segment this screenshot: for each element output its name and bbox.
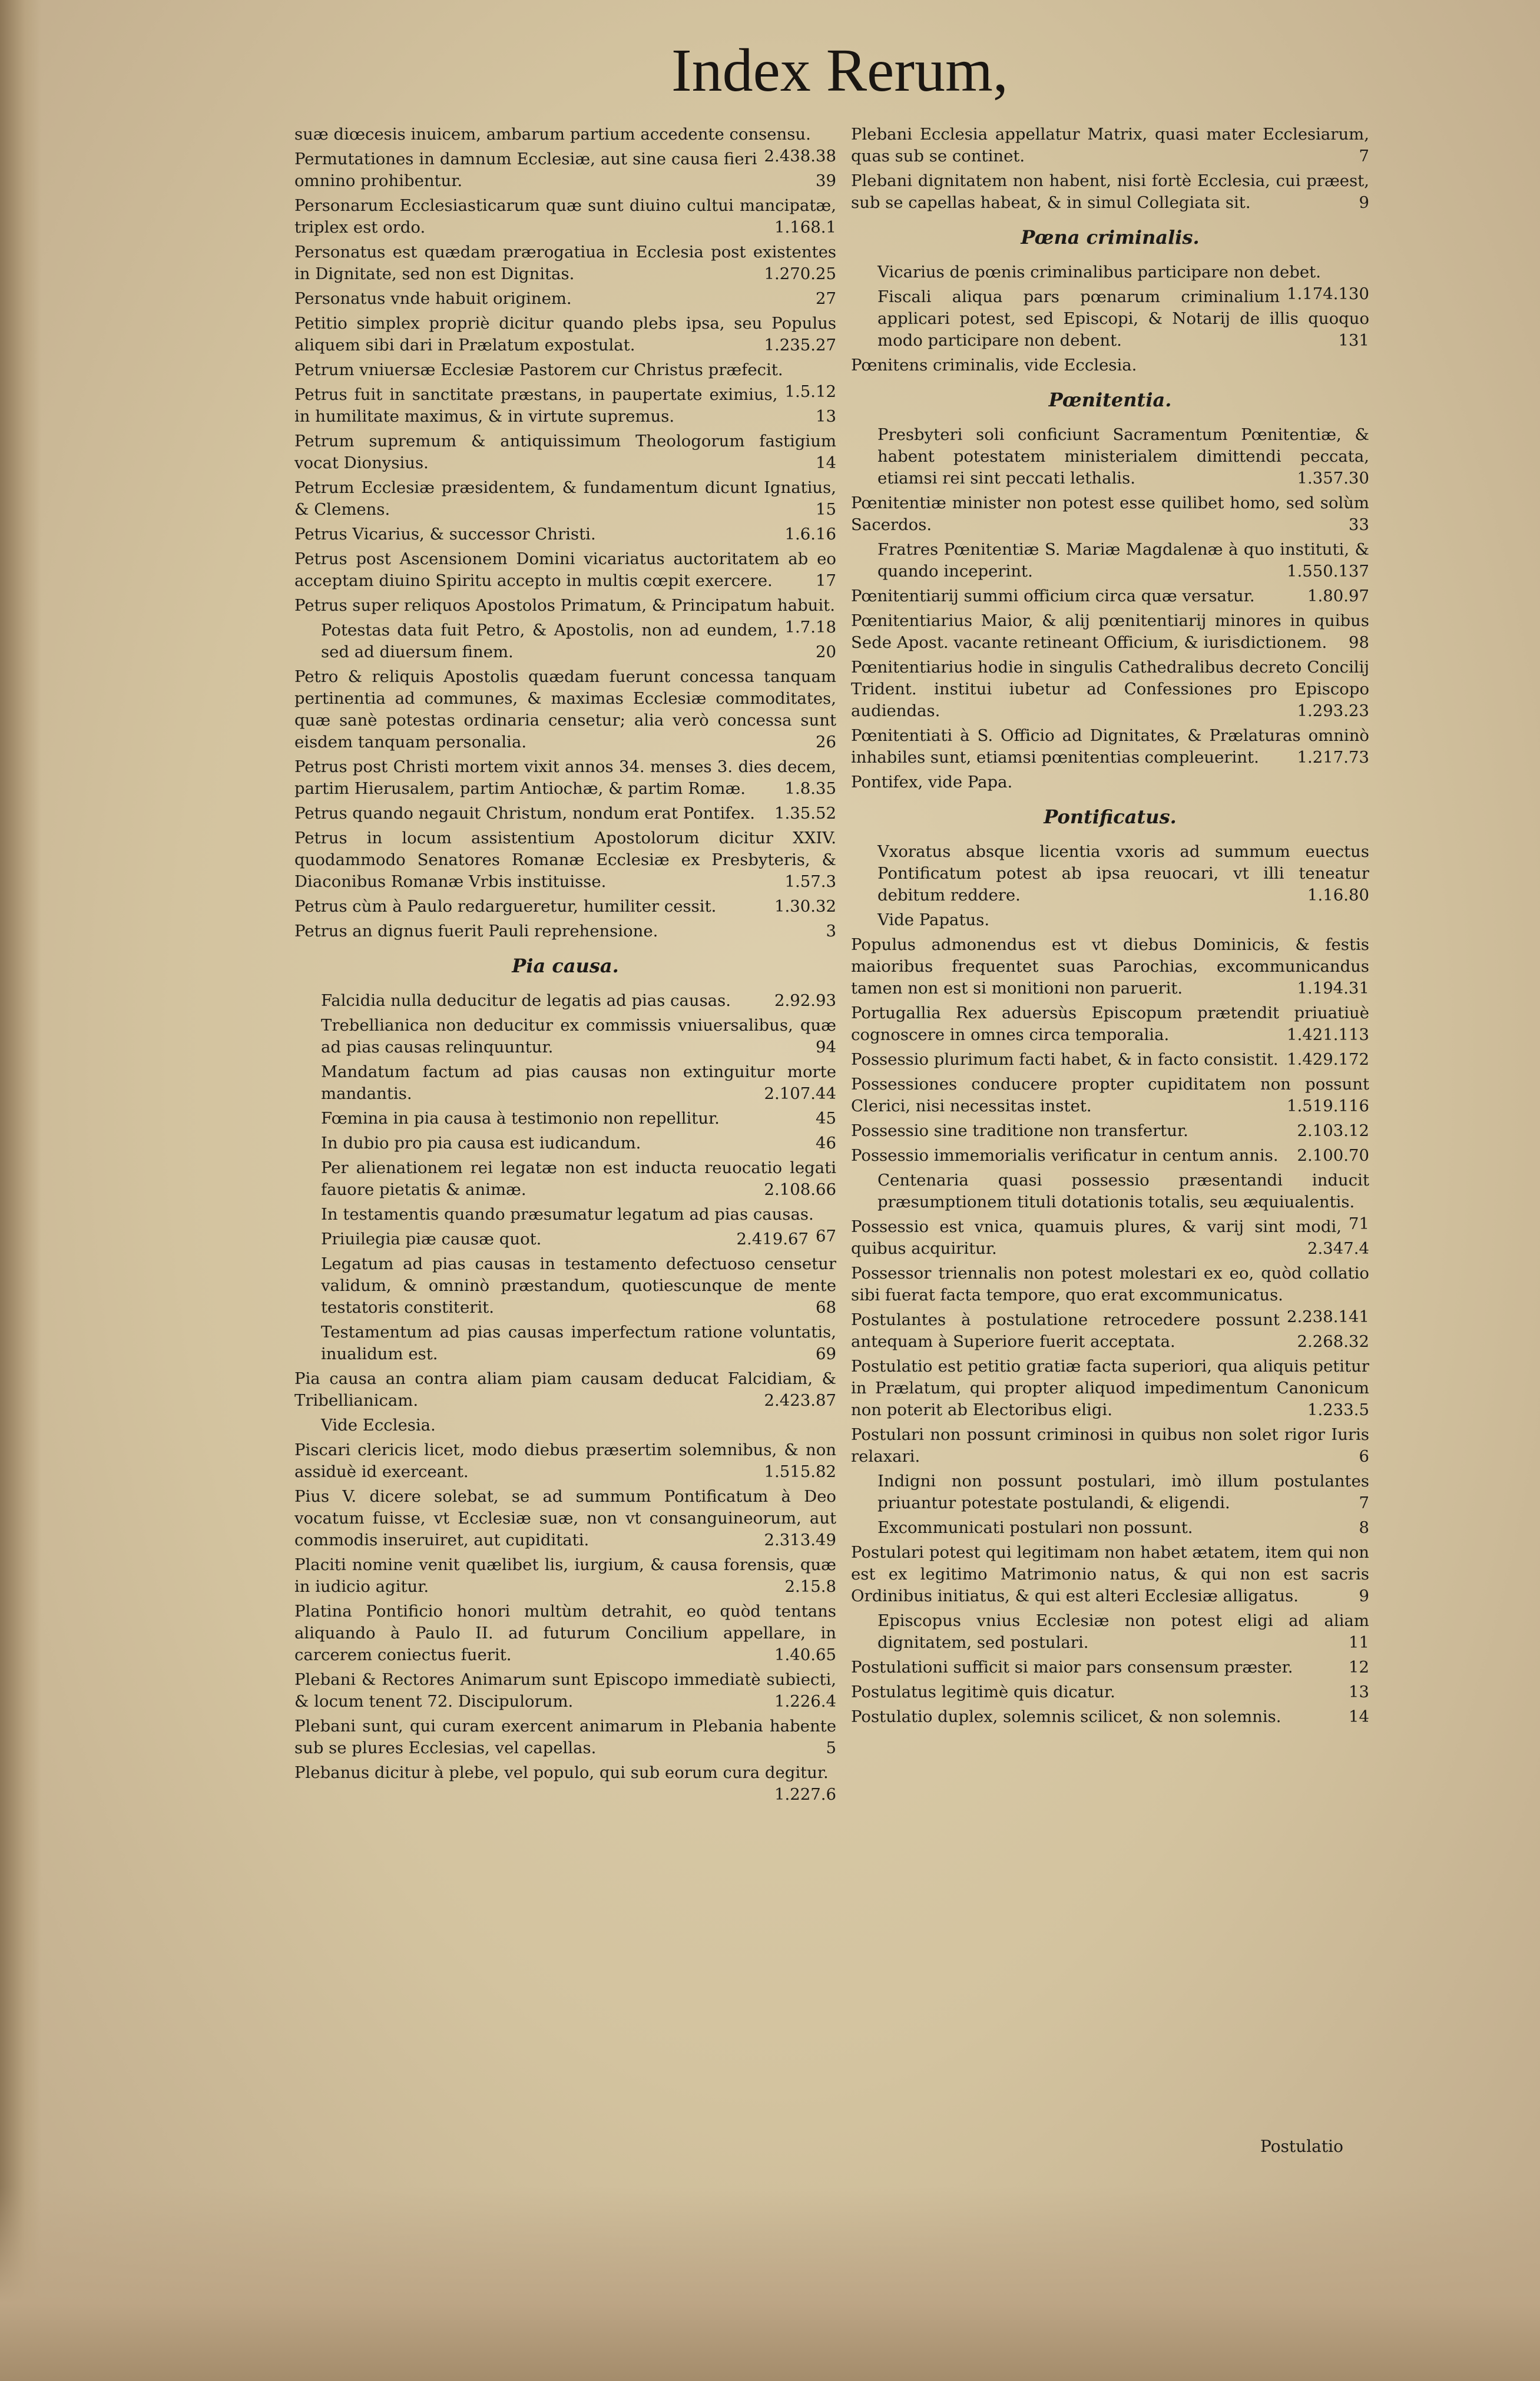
entry-reference: 5 — [826, 1738, 836, 1757]
index-entry — [294, 148, 836, 192]
index-entry — [851, 1471, 1369, 1514]
entry-reference: 27 — [816, 289, 836, 308]
entry-text: Personatus vnde habuit originem. — [294, 289, 572, 308]
entry-text: Centenaria quasi possessio præsentandi inducit præsumptionem tituli dotationis totalis, seu æquiualentis. — [877, 1171, 1369, 1211]
index-entry — [294, 1108, 836, 1130]
entry-text: Plebani Ecclesia appellatur Matrix, quasi mater Ecclesiarum, quas sub se continet. — [851, 125, 1369, 165]
index-entry — [851, 1263, 1369, 1326]
entry-text: Petrus post Ascensionem Domini vicariatus auctoritatem ab eo acceptam diuino Spiritu accepto in multis cœpit exercere. — [294, 549, 836, 590]
entry-reference: 1.168.1 — [774, 218, 836, 237]
entry-reference: 1.35.52 — [774, 804, 836, 823]
entry-reference: 2.419.67 — [736, 1230, 809, 1249]
index-entry — [851, 725, 1369, 769]
entry-text: Plebani & Rectores Animarum sunt Episcopo immediatè subiecti, & locum tenent 72. Discipulorum. — [294, 1670, 836, 1711]
index-entry — [851, 124, 1369, 167]
entry-reference: 2.103.12 — [1297, 1121, 1369, 1140]
index-entry — [294, 827, 836, 893]
index-entry — [294, 1132, 836, 1154]
index-entry — [851, 934, 1369, 999]
entry-reference: 2.423.87 — [764, 1391, 836, 1410]
index-entry — [851, 1657, 1369, 1678]
entry-text: Fœmina in pia causa à testimonio non repellitur. — [321, 1109, 720, 1128]
index-entry — [294, 241, 836, 285]
entry-reference: 1.226.4 — [774, 1692, 836, 1711]
entry-text: Petrus super reliquos Apostolos Primatum, & Principatum habuit. — [294, 596, 835, 615]
index-entry — [851, 1120, 1369, 1142]
entry-reference: 7 — [1359, 1493, 1369, 1512]
index-entry — [851, 261, 1369, 303]
entry-reference: 11 — [1349, 1633, 1369, 1652]
index-entry — [294, 666, 836, 753]
entry-reference: 15 — [816, 500, 836, 519]
index-entry — [851, 1074, 1369, 1117]
index-entry — [851, 909, 1369, 931]
entry-reference: 1.233.5 — [1307, 1400, 1369, 1419]
index-entry — [851, 170, 1369, 214]
entry-text: Legatum ad pias causas in testamento defectuoso censetur validum, & omninò præstandum, quotiescunque de mente testatoris constiterit. — [321, 1254, 836, 1317]
index-entry — [851, 1681, 1369, 1703]
entry-text: Petrus Vicarius, & successor Christi. — [294, 525, 596, 544]
entry-reference: 12 — [1349, 1658, 1369, 1677]
entry-text: Postulari potest qui legitimam non habet ætatem, item qui non est ex legitimo Matrimonio natus, & qui non est sacris Ordinibus initiatus, & qui est alteri Ecclesiæ alligatus. — [851, 1543, 1369, 1605]
index-entry — [294, 803, 836, 824]
entry-reference: 67 — [816, 1227, 836, 1246]
entry-reference: 1.30.32 — [774, 897, 836, 916]
entry-text: Pœnitentiæ minister non potest esse quilibet homo, sed solùm Sacerdos. — [851, 494, 1369, 534]
entry-text: Fiscali aliqua pars pœnarum criminalium applicari potest, sed Episcopi, & Notarij de illis quoquo modo participare non debent. — [877, 287, 1369, 350]
entry-text: In testamentis quando præsumatur legatum ad pias causas. — [321, 1205, 814, 1224]
index-entry — [851, 492, 1369, 536]
entry-reference: 1.16.80 — [1307, 886, 1369, 905]
entry-reference: 2.108.66 — [764, 1180, 836, 1199]
entry-reference: 26 — [816, 733, 836, 751]
index-entry — [294, 1601, 836, 1666]
entry-reference: 1.357.30 — [1297, 469, 1369, 488]
entry-reference: 14 — [816, 453, 836, 472]
entry-text: Postulatus legitimè quis dicatur. — [851, 1683, 1115, 1701]
index-entry — [294, 1061, 836, 1105]
entry-reference: 13 — [1349, 1683, 1369, 1701]
entry-text: Pius V. dicere solebat, se ad summum Pontificatum à Deo vocatum fuisse, vt Ecclesiæ suæ, non vt consanguineorum, aut commodis inseruiret, aut cupiditati. — [294, 1487, 836, 1549]
entry-text: Testamentum ad pias causas imperfectum ratione voluntatis, inualidum est. — [321, 1323, 836, 1363]
entry-text: Petrum supremum & antiquissimum Theologorum fastigium vocat Dionysius. — [294, 432, 836, 472]
entry-reference: 1.194.31 — [1297, 979, 1369, 998]
entry-text: Possessor triennalis non potest molestari ex eo, quòd collatio sibi fuerat facta tempore, quo erat excommunicatus. — [851, 1264, 1369, 1304]
index-entry — [294, 1486, 836, 1551]
index-entry — [294, 359, 836, 401]
index-entry — [851, 539, 1369, 582]
entry-reference: 1.5.12 — [784, 382, 836, 401]
entry-text: Portugallia Rex aduersùs Episcopum prætendit priuatiuè cognoscere in omnes circa temporalia. — [851, 1004, 1369, 1044]
entry-reference: 71 — [1349, 1214, 1369, 1233]
index-entry — [851, 1517, 1369, 1539]
entry-text: Personatus est quædam prærogatiua in Ecclesia post existentes in Dignitate, sed non est Dignitas. — [294, 243, 836, 283]
index-entry — [851, 1002, 1369, 1046]
entry-reference: 94 — [816, 1038, 836, 1057]
entry-text: Petro & reliquis Apostolis quædam fuerunt concessa tanquam pertinentia ad communes, & maximas Ecclesiæ commoditates, quæ sanè potestas ordinaria censetur; alia verò concessa sunt eisdem tanquam personalia. — [294, 667, 836, 751]
left-column — [294, 124, 836, 1806]
entry-text: Permutationes in damnum Ecclesiæ, aut sine causa fieri omnino prohibentur. — [294, 150, 757, 190]
entry-reference: 1.429.172 — [1287, 1050, 1369, 1069]
index-entry — [294, 1015, 836, 1058]
index-entry — [851, 1170, 1369, 1233]
index-entry — [294, 124, 836, 165]
entry-text: Possessiones conducere propter cupiditatem non possunt Clerici, nisi necessitas instet. — [851, 1075, 1369, 1115]
index-entry — [294, 1253, 836, 1319]
index-entry — [851, 610, 1369, 654]
entry-reference: 1.227.6 — [774, 1785, 836, 1804]
entry-text: suæ diœcesis inuicem, ambarum partium accedente consensu. — [294, 125, 811, 144]
index-entry — [851, 1610, 1369, 1654]
index-entry — [294, 1228, 836, 1250]
catchword: Postulatio — [1260, 2137, 1343, 2156]
entry-text: Pontifex, vide Papa. — [851, 773, 1013, 792]
entry-text: Pœnitentiati à S. Officio ad Dignitates, & Prælaturas omninò inhabiles sunt, etiamsi pœnitentias compleuerint. — [851, 726, 1369, 767]
entry-reference: 9 — [1359, 1587, 1369, 1605]
entry-reference: 20 — [816, 643, 836, 661]
entry-reference: 3 — [826, 922, 836, 941]
entry-reference: 1.421.113 — [1287, 1025, 1369, 1044]
entry-text: Plebani sunt, qui curam exercent animarum in Plebania habente sub se plures Ecclesias, vel capellas. — [294, 1717, 836, 1757]
entry-text: Priuilegia piæ causæ quot. — [321, 1230, 542, 1249]
entry-reference: 46 — [816, 1134, 836, 1153]
index-entry — [294, 313, 836, 356]
entry-text: Postulatio duplex, solemnis scilicet, & non solemnis. — [851, 1707, 1281, 1726]
index-entry — [851, 1049, 1369, 1071]
entry-text: In dubio pro pia causa est iudicandum. — [321, 1134, 641, 1153]
index-entry — [294, 288, 836, 310]
index-entry — [294, 430, 836, 474]
index-entry — [294, 1368, 836, 1412]
section-heading: Pœnitentia. — [1048, 389, 1172, 411]
entry-reference: 13 — [816, 407, 836, 426]
index-entry — [294, 595, 836, 637]
entry-text: Plebani dignitatem non habent, nisi fortè Ecclesia, cui præest, sub se capellas habeat, & in simul Collegiata sit. — [851, 171, 1369, 212]
entry-text: Vide Ecclesia. — [321, 1416, 436, 1435]
entry-text: Trebellianica non deducitur ex commissis vniuersalibus, quæ ad pias causas relinquuntur. — [321, 1016, 836, 1057]
entry-reference: 1.57.3 — [784, 872, 836, 891]
entry-reference: 17 — [816, 571, 836, 590]
entry-reference: 1.519.116 — [1287, 1097, 1369, 1115]
entry-reference: 1.293.23 — [1297, 701, 1369, 720]
entry-reference: 45 — [816, 1109, 836, 1128]
entry-text: Pœnitentiarius hodie in singulis Cathedralibus decreto Concilij Trident. institui iubetur ad Confessiones pro Episcopo audiendas. — [851, 658, 1369, 720]
entry-text: Falcidia nulla deducitur de legatis ad pias causas. — [321, 991, 731, 1010]
entry-text: Indigni non possunt postulari, imò illum postulantes priuantur potestate postulandi, & eligendi. — [877, 1472, 1369, 1512]
entry-text: Pœnitentiarij summi officium circa quæ versatur. — [851, 587, 1255, 605]
entry-text: Per alienationem rei legatæ non est inducta reuocatio legati fauore pietatis & animæ. — [321, 1158, 836, 1199]
entry-reference: 33 — [1349, 515, 1369, 534]
index-entry — [851, 771, 1369, 793]
entry-reference: 1.235.27 — [764, 336, 836, 355]
index-entry — [294, 1415, 836, 1436]
entry-reference: 7 — [1359, 147, 1369, 165]
entry-text: Vxoratus absque licentia vxoris ad summum euectus Pontificatum potest ab ipsa reuocari, vt illi teneatur debitum reddere. — [877, 842, 1369, 905]
entry-text: Petrum vniuersæ Ecclesiæ Pastorem cur Christus præfecit. — [294, 360, 783, 379]
index-entry — [851, 1145, 1369, 1167]
entry-text: Personarum Ecclesiasticarum quæ sunt diuino cultui mancipatæ, triplex est ordo. — [294, 196, 836, 237]
entry-reference: 98 — [1349, 633, 1369, 652]
entry-reference: 14 — [1349, 1707, 1369, 1726]
index-entry — [294, 1669, 836, 1713]
index-entry — [294, 384, 836, 428]
index-entry — [851, 1356, 1369, 1421]
section-heading: Pœna criminalis. — [1021, 226, 1200, 249]
index-entry — [294, 1762, 836, 1804]
entry-reference: 1.550.137 — [1287, 562, 1369, 581]
entry-text: Possessio sine traditione non transfertur. — [851, 1121, 1188, 1140]
entry-text: Placiti nomine venit quælibet lis, iurgium, & causa forensis, quæ in iudicio agitur. — [294, 1555, 836, 1596]
entry-reference: 68 — [816, 1298, 836, 1317]
entry-text: Episcopus vnius Ecclesiæ non potest eligi ad aliam dignitatem, sed postulari. — [877, 1611, 1369, 1652]
entry-text: Petrus fuit in sanctitate præstans, in paupertate eximius, in humilitate maximus, & in virtute supremus. — [294, 385, 778, 426]
entry-reference: 8 — [1359, 1518, 1369, 1537]
entry-text: Excommunicati postulari non possunt. — [877, 1518, 1193, 1537]
index-entry — [851, 1424, 1369, 1468]
index-entry — [294, 620, 836, 663]
entry-reference: 1.8.35 — [784, 779, 836, 798]
index-entry — [294, 477, 836, 521]
entry-reference: 1.270.25 — [764, 264, 836, 283]
entry-text: Postulatio est petitio gratiæ facta superiori, qua aliquis petitur in Prælatum, qui propter aliquod impedimentum Canonicum non poterit ab Electoribus eligi. — [851, 1357, 1369, 1419]
entry-reference: 2.107.44 — [764, 1084, 836, 1103]
index-entry — [294, 920, 836, 942]
entry-reference: 1.6.16 — [784, 525, 836, 544]
entry-text: Plebanus dicitur à plebe, vel populo, qui sub eorum cura degitur. — [294, 1763, 829, 1782]
entry-reference: 2.100.70 — [1297, 1146, 1369, 1165]
right-column — [851, 124, 1369, 1731]
entry-text: Potestas data fuit Petro, & Apostolis, non ad eundem, sed ad diuersum finem. — [321, 621, 778, 661]
entry-reference: 6 — [1359, 1447, 1369, 1466]
entry-text: Mandatum factum ad pias causas non extinguitur morte mandantis. — [321, 1062, 836, 1103]
section-heading: Pontificatus. — [1044, 806, 1177, 828]
entry-reference: 2.268.32 — [1297, 1332, 1369, 1351]
index-entry — [294, 1322, 836, 1365]
entry-reference: 69 — [816, 1345, 836, 1363]
index-entry — [294, 1157, 836, 1201]
entry-text: Possessio plurimum facti habet, & in facto consistit. — [851, 1050, 1279, 1069]
index-entry — [294, 756, 836, 800]
entry-reference: 9 — [1359, 193, 1369, 212]
entry-text: Petrus quando negauit Christum, nondum erat Pontifex. — [294, 804, 755, 823]
index-entry — [851, 585, 1369, 607]
index-entry — [294, 1554, 836, 1598]
entry-reference: 2.438.38 — [764, 147, 836, 165]
index-entry — [294, 524, 836, 545]
entry-text: Platina Pontificio honori multùm detrahit, eo quòd tentans aliquando à Paulo II. ad futurum Concilium appellare, in carcerem coniectus fuerit. — [294, 1602, 836, 1664]
index-entry — [851, 841, 1369, 906]
entry-reference: 1.174.130 — [1287, 284, 1369, 303]
index-entry — [294, 1439, 836, 1483]
section-heading: Pia causa. — [512, 955, 619, 977]
entry-reference: 1.7.18 — [784, 618, 836, 637]
index-entry — [294, 1716, 836, 1759]
entry-reference: 1.217.73 — [1297, 748, 1369, 767]
page-shadow-left — [0, 0, 41, 2381]
index-entry — [851, 355, 1369, 376]
entry-text: Postulationi sufficit si maior pars consensum præster. — [851, 1658, 1293, 1677]
entry-text: Postulantes à postulatione retrocedere possunt antequam à Superiore fuerit acceptata. — [851, 1310, 1280, 1351]
entry-text: Fratres Pœnitentiæ S. Mariæ Magdalenæ à quo instituti, & quando inceperint. — [877, 540, 1369, 581]
entry-reference: 2.347.4 — [1307, 1239, 1369, 1258]
entry-text: Possessio immemorialis verificatur in centum annis. — [851, 1146, 1279, 1165]
entry-text: Petrum Ecclesiæ præsidentem, & fundamentum dicunt Ignatius, & Clemens. — [294, 478, 836, 519]
index-entry — [851, 1216, 1369, 1260]
entry-text: Petitio simplex propriè dicitur quando plebs ipsa, seu Populus aliquem sibi dari in Prælatum expostulat. — [294, 314, 836, 355]
entry-reference: 2.15.8 — [784, 1577, 836, 1596]
entry-reference: 1.80.97 — [1307, 587, 1369, 605]
entry-text: Petrus post Christi mortem vixit annos 34. menses 3. dies decem, partim Hierusalem, partim Antiochæ, & partim Romæ. — [294, 757, 836, 798]
page-stain-bottom — [0, 2187, 1540, 2381]
entry-text: Pœnitentiarius Maior, & alij pœnitentiarij minores in quibus Sede Apost. vacante retineant Officium, & iurisdictionem. — [851, 611, 1369, 652]
index-entry — [294, 548, 836, 592]
page-title: Index Rerum, — [671, 37, 1008, 104]
entry-text: Vicarius de pœnis criminalibus participare non debet. — [877, 263, 1321, 282]
entry-reference: 131 — [1338, 331, 1369, 350]
entry-text: Vide Papatus. — [877, 910, 990, 929]
entry-text: Petrus an dignus fuerit Pauli reprehensione. — [294, 922, 658, 941]
index-entry — [851, 424, 1369, 489]
entry-reference: 2.92.93 — [774, 991, 836, 1010]
index-entry — [851, 1706, 1369, 1728]
entry-text: Populus admonendus est vt diebus Dominicis, & festis maioribus frequentet suas Parochias, excommunicandus tamen non est si monitioni non paruerit. — [851, 935, 1369, 998]
entry-text: Possessio est vnica, quamuis plures, & varij sint modi, quibus acquiritur. — [851, 1217, 1342, 1258]
index-entry — [851, 1542, 1369, 1607]
entry-text: Pia causa an contra aliam piam causam deducat Falcidiam, & Tribellianicam. — [294, 1369, 836, 1410]
entry-text: Postulari non possunt criminosi in quibus non solet rigor Iuris relaxari. — [851, 1425, 1369, 1466]
index-entry — [294, 896, 836, 918]
entry-reference: 39 — [816, 171, 836, 190]
index-entry — [294, 990, 836, 1012]
entry-text: Piscari clericis licet, modo diebus præsertim solemnibus, & non assiduè id exerceant. — [294, 1440, 836, 1481]
entry-reference: 2.238.141 — [1287, 1307, 1369, 1326]
entry-text: Petrus cùm à Paulo redargueretur, humiliter cessit. — [294, 897, 717, 916]
entry-reference: 1.40.65 — [774, 1645, 836, 1664]
entry-reference: 1.515.82 — [764, 1462, 836, 1481]
entry-text: Petrus in locum assistentium Apostolorum dicitur XXIV. quodammodo Senatores Romanæ Ecclesiæ ex Presbyteris, & Diaconibus Romanæ Vrbis instituisse. — [294, 829, 836, 891]
entry-text: Pœnitens criminalis, vide Ecclesia. — [851, 356, 1137, 375]
entry-reference: 2.313.49 — [764, 1531, 836, 1549]
entry-text: Presbyteri soli conficiunt Sacramentum Pœnitentiæ, & habent potestatem ministerialem dimittendi peccata, etiamsi rei sint peccati lethalis. — [877, 425, 1369, 488]
index-entry — [851, 657, 1369, 722]
index-entry — [294, 195, 836, 239]
